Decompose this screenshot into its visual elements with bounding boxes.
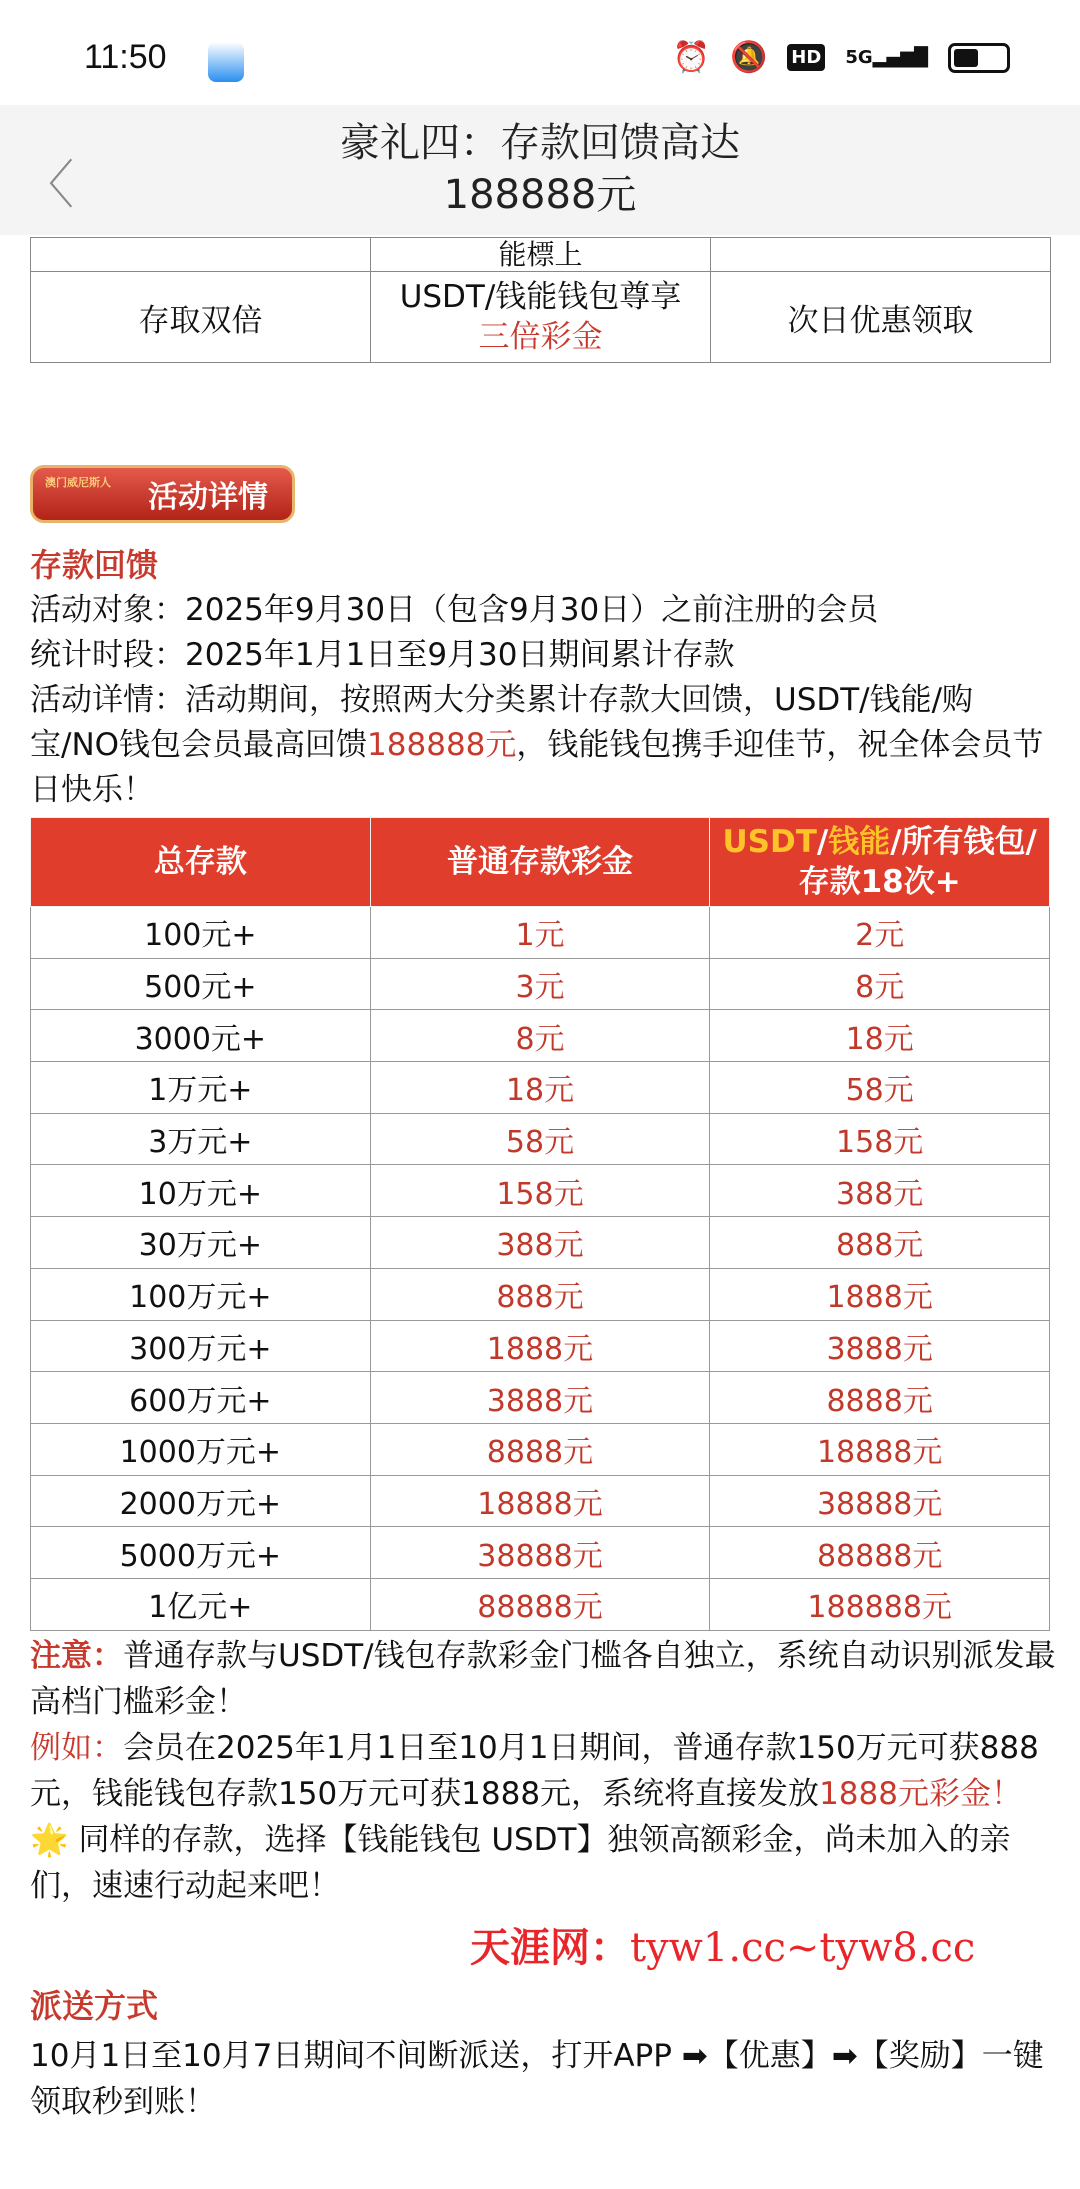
table-row	[31, 1423, 1050, 1475]
wallet-bonus-cell: 2元	[710, 907, 1050, 959]
wallet-bonus-cell: 18元	[710, 1010, 1050, 1062]
wallet-bonus-cell: 188888元	[710, 1578, 1050, 1630]
wallet-bonus-cell: 58元	[710, 1062, 1050, 1114]
title-line-1: 豪礼四：存款回馈高达	[340, 120, 740, 166]
example-text: 会员在2025年1月1日至10月1日期间，普通存款150万元可获888元，钱能钱包存款150万元可获1888元，系统将直接发放	[30, 1729, 1039, 1812]
wallet-bonus-cell: 158元	[710, 1113, 1050, 1165]
note-label: 注意：	[30, 1637, 123, 1674]
deposit-cell: 10万元+	[31, 1165, 371, 1217]
deposit-cell: 600万元+	[31, 1372, 371, 1424]
wallet-bonus-cell: 8元	[710, 958, 1050, 1010]
deposit-cell: 1000万元+	[31, 1423, 371, 1475]
detail-line	[30, 678, 1052, 813]
normal-bonus-cell: 388元	[370, 1217, 710, 1269]
table-row	[31, 1268, 1050, 1320]
cell: 存取双倍	[31, 272, 371, 363]
table-row	[31, 1062, 1050, 1114]
wallet-bonus-cell: 8888元	[710, 1372, 1050, 1424]
label: 活动对象：	[30, 592, 185, 628]
table-row	[31, 907, 1050, 959]
table-row	[31, 1320, 1050, 1372]
network-label: 5G	[845, 47, 873, 68]
table-row	[31, 958, 1050, 1010]
label: 活动详情：	[30, 682, 185, 718]
main-flow	[30, 543, 1060, 2135]
delivery-section	[30, 1983, 1060, 2135]
normal-bonus-cell: 3元	[370, 958, 710, 1010]
deposit-cell: 5000万元+	[31, 1527, 371, 1579]
wallet-bonus-cell: 3888元	[710, 1320, 1050, 1372]
normal-bonus-cell: 88888元	[370, 1578, 710, 1630]
header-normal-bonus: 普通存款彩金	[370, 818, 710, 907]
normal-bonus-cell: 38888元	[370, 1527, 710, 1579]
note-text: 普通存款与USDT/钱包存款彩金门槛各自独立，系统自动识别派发最高档门槛彩金！	[30, 1637, 1056, 1720]
watermark-urls: tyw1.cc~tyw8.cc	[630, 1924, 976, 1971]
normal-bonus-cell: 8888元	[370, 1423, 710, 1475]
table-row	[31, 1165, 1050, 1217]
deposit-cell: 100元+	[31, 907, 371, 959]
promo-text: 同样的存款，选择【钱能钱包 USDT】独领高额彩金，尚未加入的亲们，速速行动起来吧！	[30, 1821, 1011, 1904]
highlight: 188888元	[367, 727, 517, 763]
normal-bonus-cell: 58元	[370, 1113, 710, 1165]
normal-bonus-cell: 8元	[370, 1010, 710, 1062]
example-highlight: 1888元彩金！	[819, 1775, 1022, 1812]
deposit-cell: 1亿元+	[31, 1578, 371, 1630]
nav-header	[0, 105, 1080, 235]
normal-bonus-cell: 18888元	[370, 1475, 710, 1527]
delivery-text: 10月1日至10月7日期间不间断派送，打开APP ➡【优惠】➡【奖励】一键领取秒到账！	[30, 2037, 1044, 2120]
page-title	[0, 117, 1080, 221]
section-heading: 存款回馈	[30, 546, 159, 584]
cell	[371, 272, 711, 363]
table-row	[31, 1010, 1050, 1062]
wallet-bonus-cell: 888元	[710, 1217, 1050, 1269]
deposit-cell: 500元+	[31, 958, 371, 1010]
app-icon	[208, 42, 244, 82]
deposit-cell: 2000万元+	[31, 1475, 371, 1527]
5g-signal-icon: 5G▂▄▆█	[845, 47, 928, 68]
deposit-cell: 30万元+	[31, 1217, 371, 1269]
watermark-brand: 天涯网：	[470, 1924, 630, 1971]
deposit-cell: 100万元+	[31, 1268, 371, 1320]
promo	[30, 1817, 1060, 1909]
battery-icon	[948, 43, 1010, 73]
wallet-bonus-cell: 18888元	[710, 1423, 1050, 1475]
value: 活动期间，按照两大分类累计存款大回馈，USDT/钱能/购宝/NO钱包会员最高回馈	[30, 682, 974, 763]
title-line-2: 188888元	[443, 172, 637, 218]
wallet-bonus-cell: 38888元	[710, 1475, 1050, 1527]
table-row	[31, 1475, 1050, 1527]
table-row	[31, 1372, 1050, 1424]
label: 统计时段：	[30, 637, 185, 673]
value: ，钱能钱包携手迎佳节，祝全体会员节日快乐！	[30, 727, 1044, 808]
section-heading: 派送方式	[30, 1986, 159, 2025]
wallet-bonus-cell: 88888元	[710, 1527, 1050, 1579]
deposit-cell: 300万元+	[31, 1320, 371, 1372]
value: 2025年9月30日（包含9月30日）之前注册的会员	[185, 592, 879, 628]
rest: /所有钱包/存款18次+	[798, 824, 1037, 900]
table-row	[31, 1113, 1050, 1165]
watermark	[470, 1923, 1060, 1973]
normal-bonus-cell: 18元	[370, 1062, 710, 1114]
table-row	[31, 1527, 1050, 1579]
header-total-deposit: 总存款	[31, 818, 371, 907]
value: 2025年1月1日至9月30日期间累计存款	[185, 637, 735, 673]
target-line	[30, 588, 1060, 633]
cell-text: USDT/钱能钱包尊享	[399, 279, 682, 315]
partial-cell: 能標上	[371, 238, 711, 272]
deposit-cell: 3000元+	[31, 1010, 371, 1062]
period-line	[30, 633, 1060, 678]
example	[30, 1725, 1060, 1817]
qianneng-label: 钱能	[828, 824, 891, 860]
example-label: 例如：	[30, 1729, 123, 1766]
banner-label: 活动详情	[148, 480, 268, 515]
hd-icon: HD	[787, 44, 825, 71]
usdt-label: USDT	[722, 824, 817, 860]
notes	[30, 1633, 1060, 1909]
cell: 次日优惠领取	[711, 272, 1051, 363]
table-row	[31, 1578, 1050, 1630]
rebate-table	[30, 817, 1050, 1631]
wallet-bonus-cell: 1888元	[710, 1268, 1050, 1320]
sep: /	[816, 824, 829, 860]
normal-bonus-cell: 158元	[370, 1165, 710, 1217]
table-row	[31, 1217, 1050, 1269]
back-chevron-icon[interactable]: 〈	[22, 156, 75, 216]
normal-bonus-cell: 1888元	[370, 1320, 710, 1372]
alarm-icon: ⏰	[672, 40, 710, 75]
normal-bonus-cell: 1元	[370, 907, 710, 959]
star-icon: 🌟	[30, 1821, 69, 1858]
mute-bell-icon: 🔕	[729, 40, 768, 75]
clock: 11:50	[84, 38, 167, 76]
deposit-cell: 1万元+	[31, 1062, 371, 1114]
section-deposit-rebate	[30, 543, 1060, 813]
venetian-logo: 澳门威尼斯人	[45, 476, 111, 489]
activity-details-banner	[30, 465, 295, 523]
wallet-bonus-cell: 388元	[710, 1165, 1050, 1217]
cell-highlight: 三倍彩金	[478, 319, 603, 355]
normal-bonus-cell: 3888元	[370, 1372, 710, 1424]
note	[30, 1633, 1060, 1725]
top-table	[30, 237, 1051, 363]
status-bar	[0, 0, 1080, 105]
header-wallet-bonus	[710, 818, 1050, 907]
normal-bonus-cell: 888元	[370, 1268, 710, 1320]
deposit-cell: 3万元+	[31, 1113, 371, 1165]
